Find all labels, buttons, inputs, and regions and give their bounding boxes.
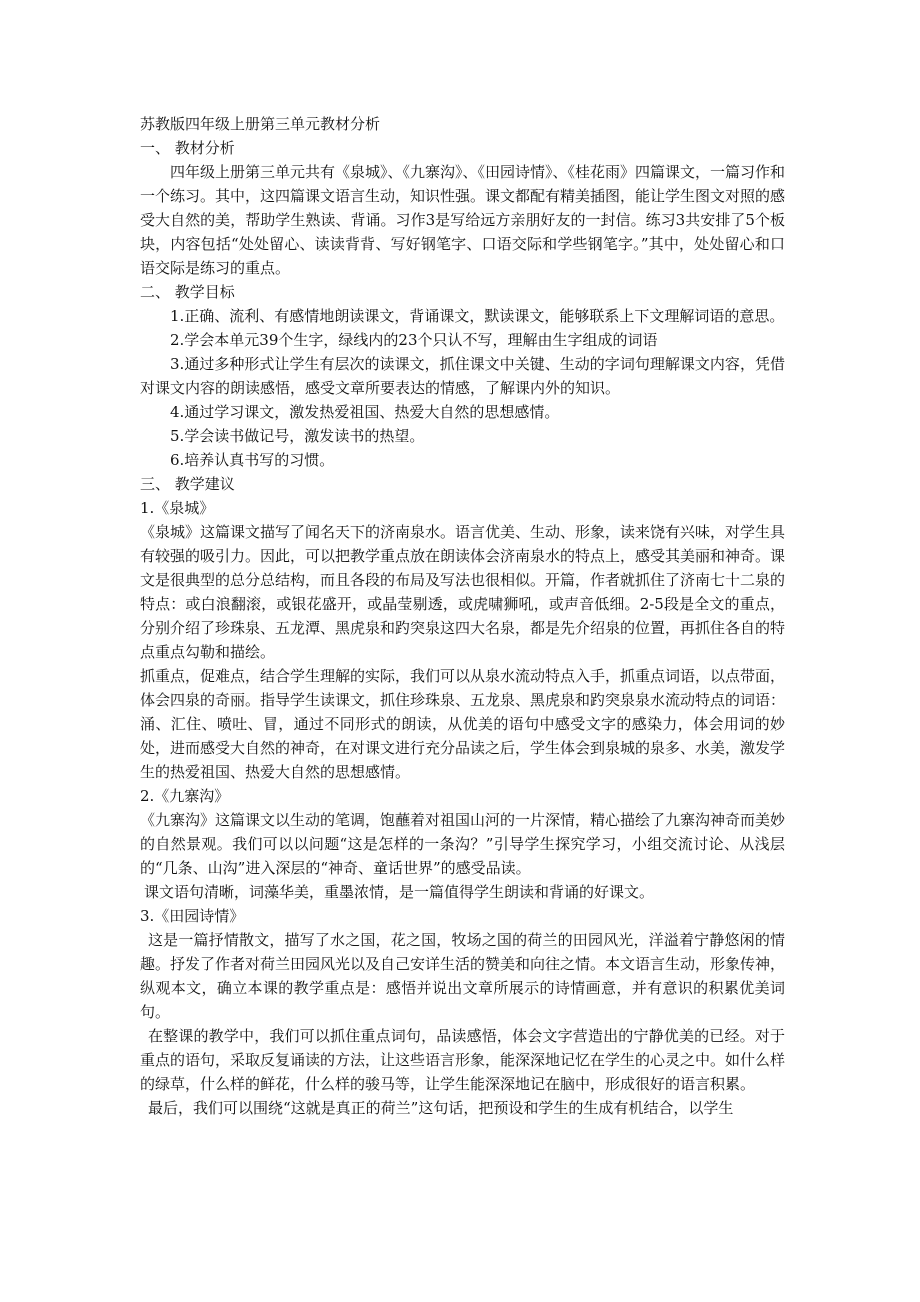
goal-item-1: 1.正确、流利、有感情地朗读课文，背诵课文，默读课文，能够联系上下文理解词语的意思。 (170, 307, 785, 325)
goal-item-3: 3.通过多种形式让学生有层次的读课文，抓住课文中关键、生动的字词句理解课文内容，凭借对课文内容的朗读感悟，感受文章所要表达的情感，了解课内外的知识。 (140, 355, 785, 397)
jiuzhaigou-paragraph-2: 课文语句清晰，词藻华美，重墨浓情，是一篇值得学生朗读和背诵的好课文。 (144, 883, 655, 901)
lesson-heading-jiuzhaigou: 2.《九寨沟》 (140, 787, 230, 805)
goal-item-2: 2.学会本单元39个生字，绿线内的23个只认不写，理解由生字组成的词语 (170, 331, 658, 349)
lesson-heading-quancheng: 1.《泉城》 (140, 499, 215, 517)
section-heading-analysis: 一、 教材分析 (140, 139, 235, 157)
lesson-heading-tianyuan: 3.《田园诗情》 (140, 907, 245, 925)
section-heading-goals: 二、 教学目标 (140, 283, 235, 301)
tianyuan-paragraph-3: 最后，我们可以围绕“这就是真正的荷兰”这句话，把预设和学生的生成有机结合，以学生 (148, 1099, 734, 1117)
document-page (140, 112, 785, 1120)
goal-item-6: 6.培养认真书写的习惯。 (170, 451, 335, 469)
quancheng-paragraph-1: 《泉城》这篇课文描写了闻名天下的济南泉水。语言优美、生动、形象，读来饶有兴味，对学生具有较强的吸引力。因此，可以把教学重点放在朗读体会济南泉水的特点上，感受其美丽和神奇。课文是很典型的总分总结构，而且各段的布局及写法也很相似。开篇，作者就抓住了济南七十二泉的特点：或白浪翻滚，或银花盛开，或晶莹剔透，或虎啸狮吼，或声音低细。2-5段是全文的重点，分别介绍了珍珠泉、五龙潭、黑虎泉和趵突泉这四大名泉，都是先介绍泉的位置，再抓住各自的特点重点勾勒和描绘。 (140, 523, 786, 661)
analysis-paragraph: 四年级上册第三单元共有《泉城》、《九寨沟》、《田园诗情》、《桂花雨》四篇课文，一篇习作和一个练习。其中，这四篇课文语言生动，知识性强。课文都配有精美插图，能让学生图文对照的感受大自然的美，帮助学生熟读、背诵。习作3是写给远方亲朋好友的一封信。练习3共安排了5个板块，内容包括“处处留心、读读背背、写好钢笔字、口语交际和学些钢笔字。”其中，处处留心和口语交际是练习的重点。 (140, 163, 786, 277)
goal-item-4: 4.通过学习课文，激发热爱祖国、热爱大自然的思想感情。 (170, 403, 560, 421)
tianyuan-paragraph-1: 这是一篇抒情散文，描写了水之国，花之国，牧场之国的荷兰的田园风光，洋溢着宁静悠闲的情趣。抒发了作者对荷兰田园风光以及自己安详生活的赞美和向往之情。本文语言生动，形象传神，纵观本文，确立本课的教学重点是：感悟并说出文章所展示的诗情画意，并有意识的积累优美词句。 (140, 931, 786, 1021)
quancheng-paragraph-2: 抓重点，促难点，结合学生理解的实际，我们可以从泉水流动特点入手，抓重点词语，以点带面，体会四泉的奇丽。指导学生读课文，抓住珍珠泉、五龙泉、黑虎泉和趵突泉泉水流动特点的词语：涌、汇住、喷吐、冒，通过不同形式的朗读，从优美的语句中感受文字的感染力，体会用词的妙处，进而感受大自然的神奇，在对课文进行充分品读之后，学生体会到泉城的泉多、水美，激发学生的热爱祖国、热爱大自然的思想感情。 (140, 667, 786, 781)
jiuzhaigou-paragraph-1: 《九寨沟》这篇课文以生动的笔调，饱蘸着对祖国山河的一片深情，精心描绘了九寨沟神奇而美妙的自然景观。我们可以以问题“这是怎样的一条沟？”引导学生探究学习，小组交流讨论、从浅层的“几条、山沟”进入深层的“神奇、童话世界”的感受品读。 (140, 811, 786, 877)
document-title: 苏教版四年级上册第三单元教材分析 (140, 115, 381, 133)
goal-item-5: 5.学会读书做记号，激发读书的热望。 (170, 427, 425, 445)
section-heading-suggestions: 三、 教学建议 (140, 475, 235, 493)
tianyuan-paragraph-2: 在整课的教学中，我们可以抓住重点词句，品读感悟，体会文字营造出的宁静优美的已经。对于重点的语句，采取反复诵读的方法，让这些语言形象，能深深地记忆在学生的心灵之中。如什么样的绿草，什么样的鲜花，什么样的骏马等，让学生能深深地记在脑中，形成很好的语言积累。 (140, 1027, 786, 1093)
